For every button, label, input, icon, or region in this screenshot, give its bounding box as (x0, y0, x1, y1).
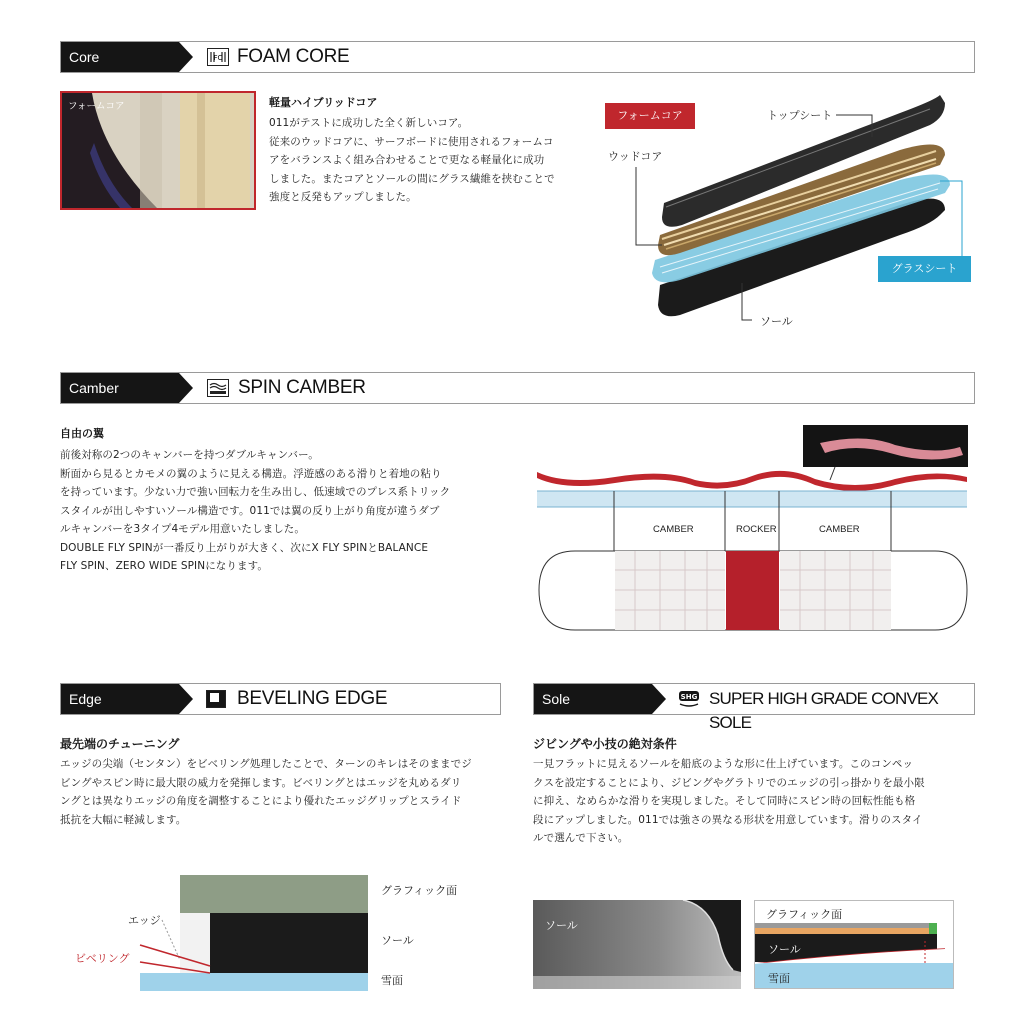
spin-camber-icon (207, 379, 229, 397)
camber-body-line: 前後対称の2つのキャンバーを持つダブルキャンバー。 (60, 449, 319, 461)
sole-body (533, 755, 925, 848)
core-subtitle: 軽量ハイブリッドコア (269, 96, 378, 109)
zone-camber-left: CAMBER (653, 524, 694, 535)
camber-diagram (535, 425, 975, 640)
sole-body-line: 一見フラットに見えるソールを船底のような形に仕上げています。このコンペッ (533, 758, 914, 770)
foam-core-label: フォームコア (605, 103, 695, 129)
foam-core-photo (60, 91, 256, 210)
edge-body-line: 抵抗を大幅に軽減します。 (60, 813, 187, 826)
core-body-line: 強度と反発もアップしました。 (269, 191, 417, 203)
edge-tab-label: Edge (69, 691, 102, 707)
zone-rocker: ROCKER (736, 524, 777, 535)
core-layer-diagram (600, 95, 975, 335)
sole-label: ソール (760, 315, 793, 328)
foam-core-photo-caption: フォームコア (68, 101, 125, 112)
sole-photo (533, 900, 741, 989)
core-body-line: 011がテストに成功した全く新しいコア。 (269, 117, 469, 129)
edge-edge-label: エッジ (128, 914, 161, 927)
camber-body-line: FLY SPIN、ZERO WIDE SPINになります。 (60, 560, 268, 572)
core-body-line: アをバランスよく組み合わせることで更なる軽量化に成功 (269, 154, 545, 166)
edge-snow-label: 雪面 (381, 974, 403, 987)
camber-body-line: 断面から見るとカモメの翼のように見える構造。浮遊感のある滑りと着地の粘り (60, 467, 442, 480)
core-body-line: 従来のウッドコアに、サーフボードに使用されるフォームコ (269, 135, 554, 148)
wood-core-label: ウッドコア (608, 150, 663, 163)
sole-body-line: ルで選んで下さい。 (533, 832, 629, 844)
core-header (60, 41, 975, 73)
camber-body-line: DOUBLE FLY SPINが一番反り上がりが大きく、次にX FLY SPINとBALANCE (60, 541, 429, 554)
edge-body-line: ビングやスピン時に最大限の威力を発揮します。ビベリングとはエッジを丸めるダリ (60, 776, 462, 789)
core-tab (61, 42, 179, 72)
edge-title: BEVELING EDGE (237, 688, 388, 709)
edge-body-line: ングとは異なりエッジの角度を調整することにより優れたエッジグリップとスライド (60, 795, 462, 807)
sole-photo-caption: ソール (545, 919, 578, 932)
edge-header (60, 683, 501, 715)
sole-title: SUPER HIGH GRADE CONVEX SOLE (709, 689, 939, 732)
edge-body (60, 755, 472, 829)
shg-icon (678, 690, 700, 708)
foam-core-icon (207, 48, 229, 66)
edge-graphic-label: グラフィック面 (381, 884, 458, 897)
edge-diagram (60, 870, 500, 995)
svg-text:SHG: SHG (680, 693, 698, 701)
edge-beveling-label: ビベリング (75, 952, 130, 965)
beveling-edge-icon (206, 690, 226, 708)
core-tab-label: Core (69, 49, 100, 65)
sole-sole-label: ソール (768, 943, 801, 956)
top-sheet-label: トップシート (767, 109, 833, 122)
svg-text:FC: FC (213, 54, 223, 62)
sole-subtitle: ジビングや小技の絶対条件 (533, 737, 677, 751)
sole-graphic-label: グラフィック面 (766, 908, 843, 921)
sole-body-line: クスを設定することにより、ジビングやグラトリでのエッジの引っ掛かりを最小限 (533, 776, 925, 789)
edge-subtitle: 最先端のチューニング (60, 737, 180, 751)
edge-tab (61, 684, 179, 714)
sole-body-line: 段にアップしました。011では強さの異なる形状を用意しています。滑りのスタイ (533, 813, 923, 826)
sole-body-line: に抑え、なめらかな滑りを実現しました。そして同時にスピン時の回転性能も格 (533, 795, 916, 807)
sole-tab-label: Sole (542, 691, 571, 707)
sole-header (533, 683, 975, 732)
core-title: FOAM CORE (237, 46, 350, 67)
sole-snow-label: 雪面 (768, 972, 790, 985)
camber-body-line: スタイルが出しやすいソール構造です。011では翼の反り上がり角度が違うダブ (60, 504, 440, 517)
camber-body-line: ルキャンバーを3タイプ4モデル用意いたしました。 (60, 523, 305, 535)
camber-header (60, 372, 975, 404)
glass-sheet-label: グラスシート (878, 256, 971, 282)
core-body (269, 114, 555, 207)
camber-subtitle: 自由の翼 (60, 427, 104, 440)
camber-tab (61, 373, 179, 403)
camber-tab-label: Camber (69, 380, 119, 396)
edge-body-line: エッジの尖端（センタン）をビベリング処理したことで、ターンのキレはそのままでジ (60, 758, 472, 770)
camber-title: SPIN CAMBER (238, 377, 366, 398)
camber-body-line: を持っています。少ない力で強い回転力を生み出し、低速域でのプレス系トリック (60, 486, 451, 498)
zone-camber-right: CAMBER (819, 524, 860, 535)
core-body-line: しました。またコアとソールの間にグラス繊維を挟むことで (269, 172, 555, 185)
edge-sole-label: ソール (381, 934, 414, 947)
sole-diagram (754, 900, 954, 989)
camber-body (60, 446, 450, 576)
sole-tab (534, 684, 652, 714)
